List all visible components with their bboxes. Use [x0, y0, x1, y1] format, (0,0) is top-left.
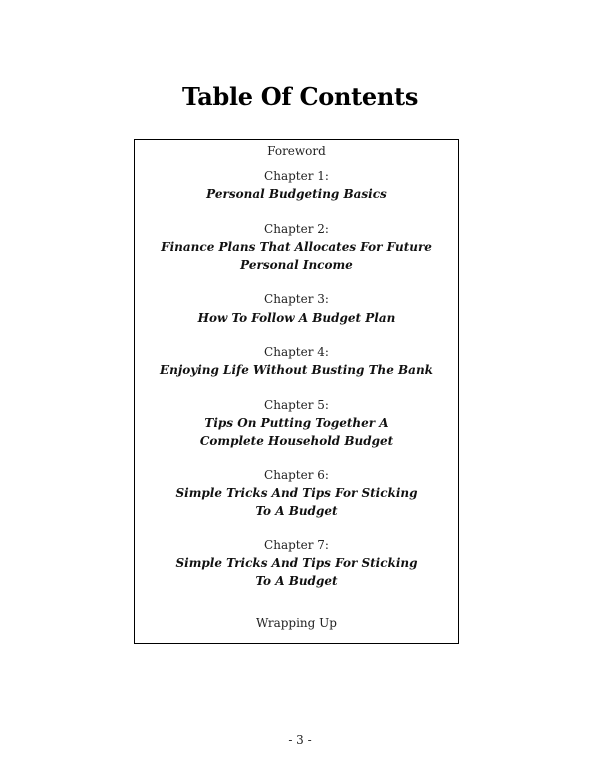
page-title: Table Of Contents	[181, 82, 419, 111]
chapter-3-label: Chapter 3:	[264, 292, 329, 306]
chapter-3-title[interactable]: How To Follow A Budget Plan	[197, 311, 396, 325]
chapter-6-label: Chapter 6:	[264, 468, 329, 482]
chapter-2-label: Chapter 2:	[264, 222, 329, 236]
chapter-7-title[interactable]: Simple Tricks And Tips For Sticking To A Budget	[175, 556, 418, 588]
chapter-5-label: Chapter 5:	[264, 398, 329, 412]
chapter-4-title[interactable]: Enjoying Life Without Busting The Bank	[160, 363, 433, 377]
chapter-1-label: Chapter 1:	[264, 169, 329, 183]
toc-foreword[interactable]: Foreword	[267, 144, 326, 158]
toc-wrapping-up[interactable]: Wrapping Up	[256, 616, 337, 630]
chapter-1-title[interactable]: Personal Budgeting Basics	[206, 187, 387, 201]
chapter-5-title[interactable]: Tips On Putting Together A Complete Household Budget	[199, 416, 394, 448]
chapter-2-title[interactable]: Finance Plans That Allocates For Future Personal Income	[161, 240, 432, 272]
table-of-contents-box	[134, 139, 459, 644]
chapter-7-label: Chapter 7:	[264, 538, 329, 552]
chapter-6-title[interactable]: Simple Tricks And Tips For Sticking To A Budget	[175, 486, 418, 518]
page-number: - 3 -	[288, 733, 312, 747]
chapter-4-label: Chapter 4:	[264, 345, 329, 359]
